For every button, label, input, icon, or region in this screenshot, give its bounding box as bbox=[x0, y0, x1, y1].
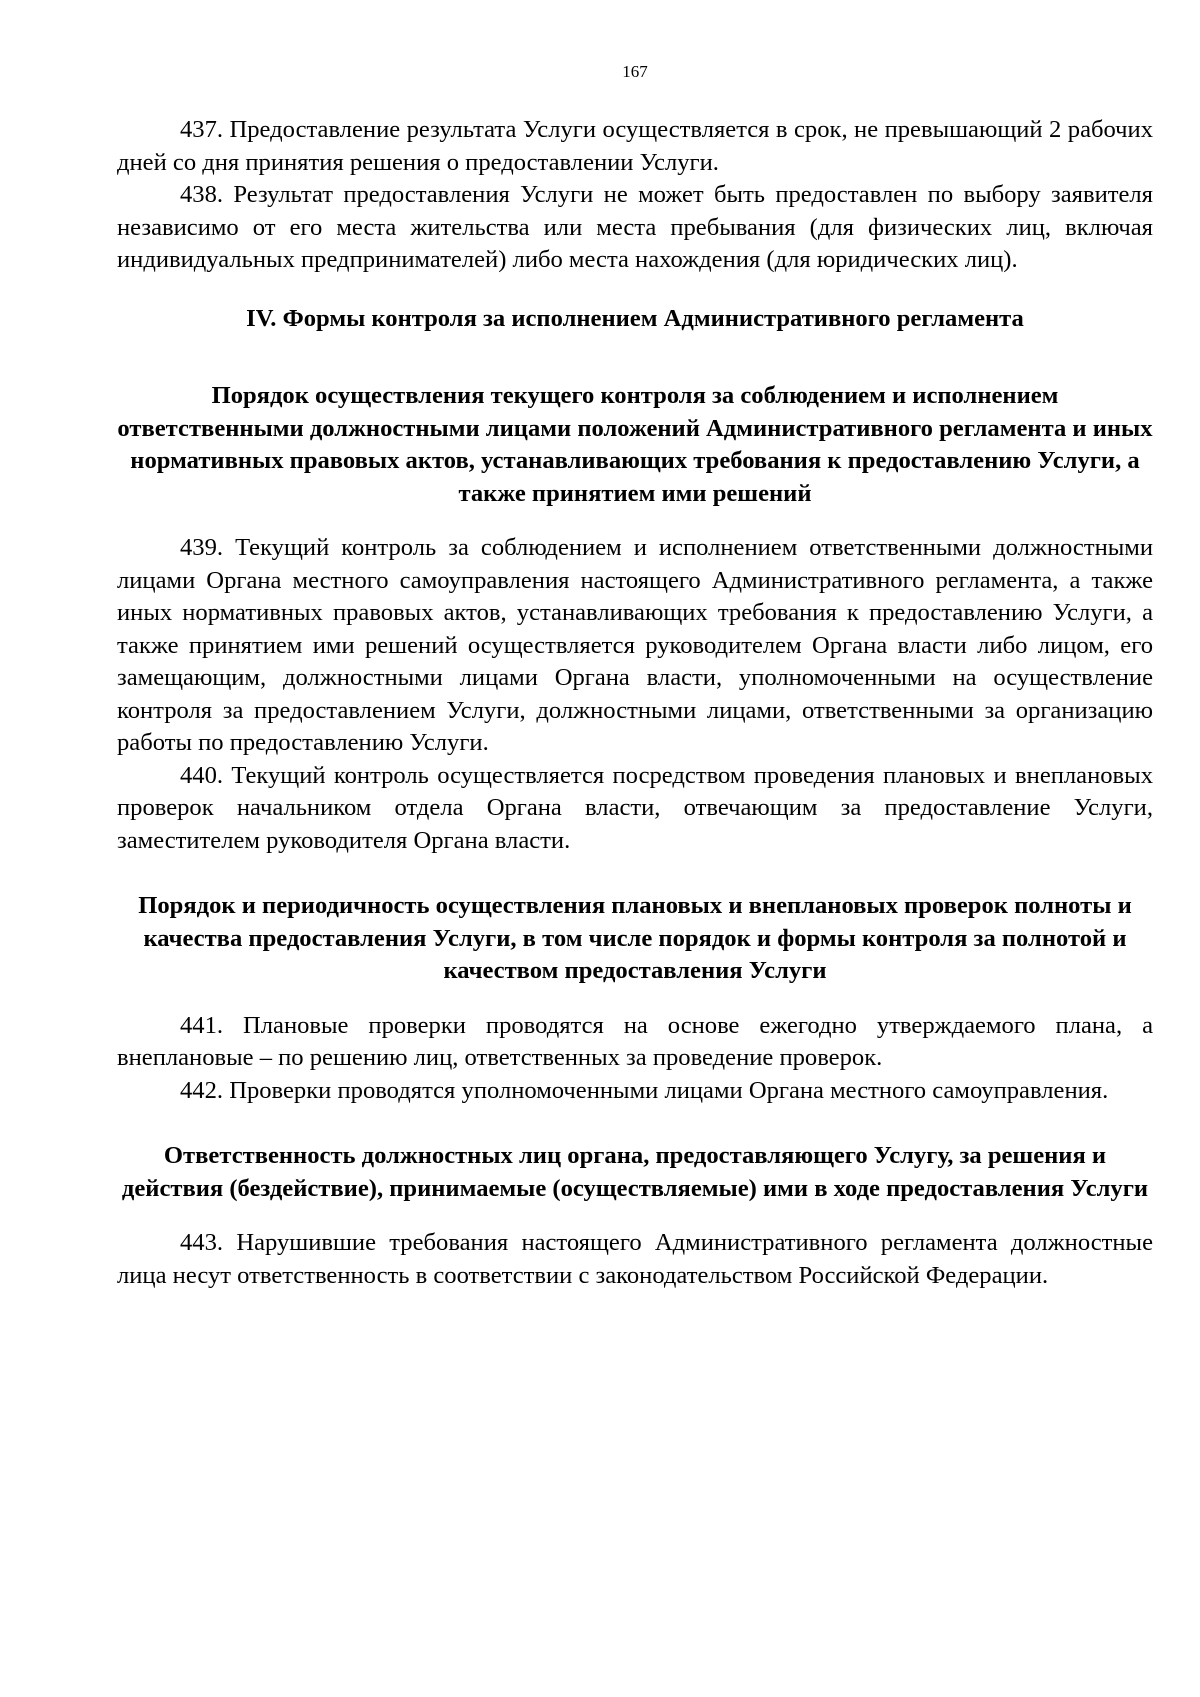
part-heading: IV. Формы контроля за исполнением Административного регламента bbox=[246, 304, 1024, 332]
section-heading-inspections: Порядок и периодичность осуществления плановых и внеплановых проверок полноты и качества предоставления Услуги, в том числе порядок и формы контроля за полнотой и качеством предоставления Услуги bbox=[138, 892, 1132, 984]
paragraph-442: 442. Проверки проводятся уполномоченными лицами Органа местного самоуправления. bbox=[180, 1076, 1109, 1104]
paragraph-441: 441. Плановые проверки проводятся на основе ежегодно утверждаемого плана, а внеплановые – по решению лиц, ответственных за проведение проверок. bbox=[117, 1011, 1153, 1071]
section-heading-responsibility: Ответственность должностных лиц органа, предоставляющего Услугу, за решения и действия (бездействие), принимаемые (осуществляемые) ими в ходе предоставления Услуги bbox=[121, 1142, 1149, 1202]
section-heading-current-control: Порядок осуществления текущего контроля за соблюдением и исполнением ответственными должностными лицами положений Административного регламента и иных нормативных правовых актов, устанавливающих требования к предоставлению Услуги, а также принятием ими решений bbox=[117, 382, 1153, 507]
page-number: 167 bbox=[622, 62, 648, 81]
paragraph-440: 440. Текущий контроль осуществляется посредством проведения плановых и внеплановых проверок начальником отдела Органа власти, отвечающим за предоставление Услуги, заместителем руководителя Органа власти. bbox=[117, 761, 1153, 854]
paragraph-437: 437. Предоставление результата Услуги осуществляется в срок, не превышающий 2 рабочих дней со дня принятия решения о предоставлении Услуги. bbox=[117, 116, 1153, 176]
paragraph-438: 438. Результат предоставления Услуги не может быть предоставлен по выбору заявителя независимо от его места жительства или места пребывания (для физических лиц, включая индивидуальных предпринимателей) либо места нахождения (для юридических лиц). bbox=[117, 181, 1153, 273]
paragraph-439: 439. Текущий контроль за соблюдением и исполнением ответственными должностными лицами Органа местного самоуправления настоящего Административного регламента, а также иных нормативных правовых актов, устанавливающих требования к предоставлению Услуги, а также принятием ими решений осуществляется руководителем Органа власти либо лицом, его замещающим, должностными лицами Органа власти, уполномоченными на осуществление контроля за предоставлением Услуги, должностными лицами, ответственными за организацию работы по предоставлению Услуги. bbox=[117, 534, 1153, 756]
paragraph-443: 443. Нарушившие требования настоящего Административного регламента должностные лица несут ответственность в соответствии с законодательством Российской Федерации. bbox=[117, 1229, 1153, 1289]
